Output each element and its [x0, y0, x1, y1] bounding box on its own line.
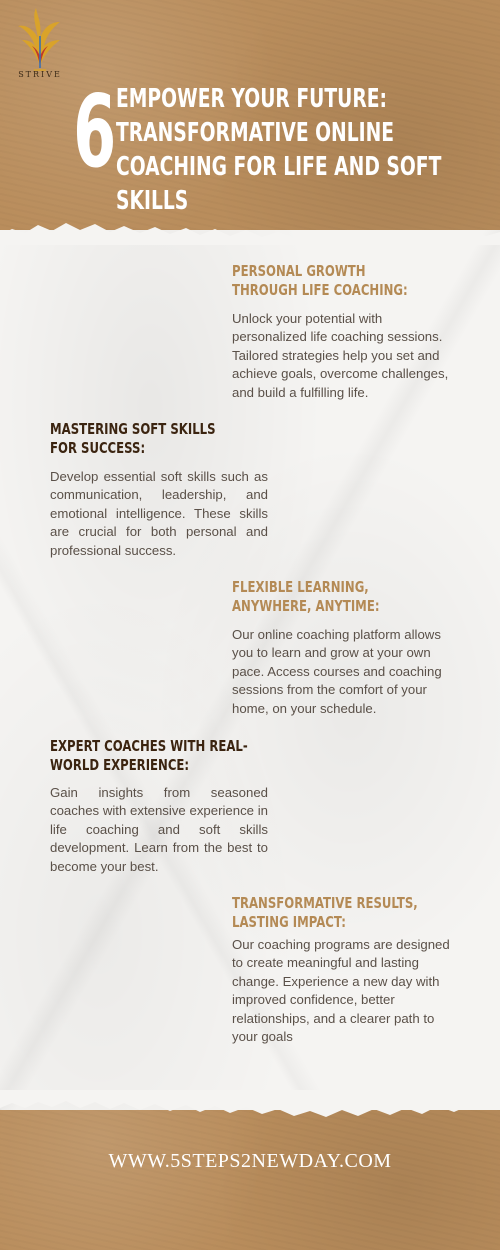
section-body-flexible-learning: Our online coaching platform allows you to learn and grow at your own pace. Access courses and coaching sessions from the comfort of your home, on your schedule.: [232, 627, 442, 716]
section-heading-personal-growth: PERSONAL GROWTH THROUGH LIFE COACHING:: [232, 262, 408, 299]
section-body-expert-coaches: Gain insights from seasoned coaches with extensive experience in life coaching and soft skills development. Learn from the best to become your best.: [50, 785, 268, 874]
section-heading-soft-skills: MASTERING SOFT SKILLS FOR SUCCESS:: [50, 420, 216, 457]
section-body-personal-growth: Unlock your potential with personalized life coaching sessions. Tailored strategies help you set and achieve goals, overcome challenges, and build a fulfilling life.: [232, 311, 449, 400]
torn-edge-bottom: [0, 1090, 500, 1130]
section-body-transformative-results: Our coaching programs are designed to create meaningful and lasting change. Experience a new day with improved confidence, better relationships, and a clearer path to your goals: [232, 937, 450, 1045]
section-body-soft-skills: Develop essential soft skills such as communication, leadership, and emotional intelligence. These skills are crucial for both personal and professional success.: [50, 469, 268, 558]
website-link[interactable]: WWW.5STEPS2NEWDAY.COM: [108, 1150, 392, 1172]
tips-count-number: 6: [73, 73, 117, 190]
page-title: EMPOWER YOUR FUTURE: TRANSFORMATIVE ONLINE COACHING FOR LIFE AND SOFT SKILLS: [116, 84, 442, 216]
section-heading-transformative-results: TRANSFORMATIVE RESULTS, LASTING IMPACT:: [232, 894, 418, 931]
section-heading-expert-coaches: EXPERT COACHES WITH REAL-WORLD EXPERIENCE:: [50, 737, 248, 774]
section-heading-flexible-learning: FLEXIBLE LEARNING, ANYWHERE, ANYTIME:: [232, 578, 380, 615]
logo-wordmark: STRIVE: [18, 70, 62, 79]
